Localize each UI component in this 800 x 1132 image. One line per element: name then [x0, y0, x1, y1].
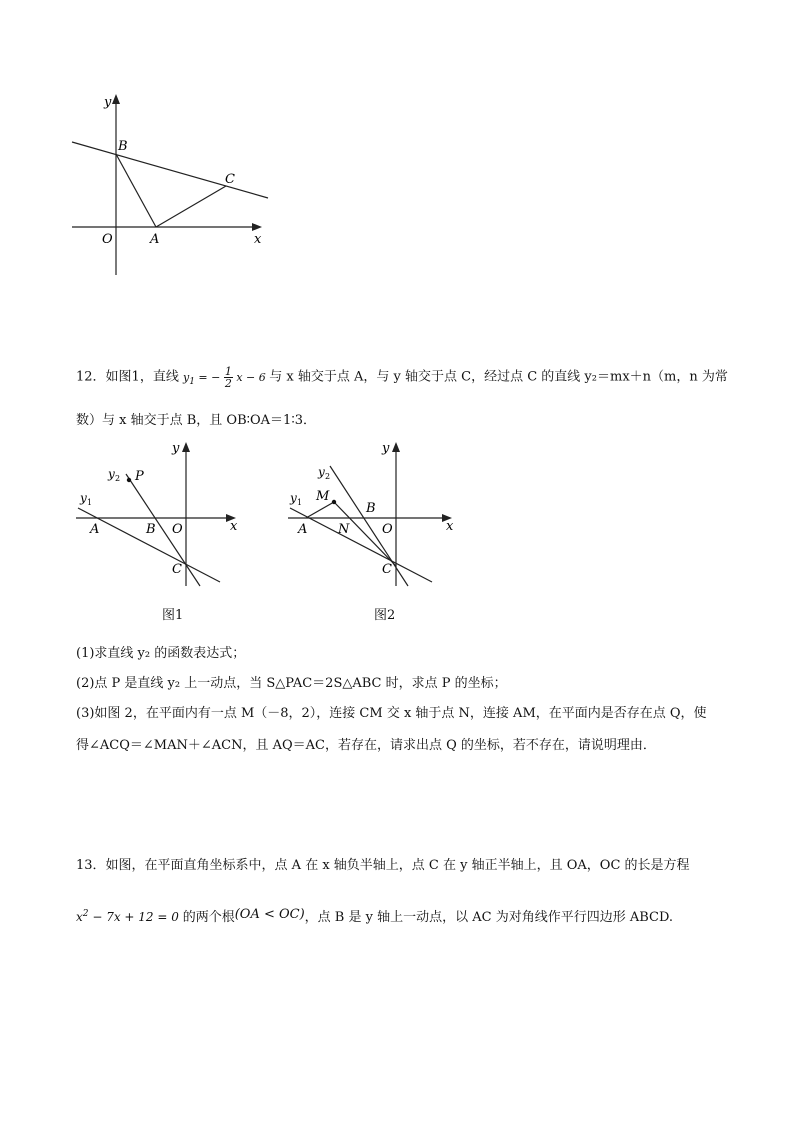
svg-text:2: 2	[115, 474, 121, 483]
x-axis-arrow	[252, 223, 262, 231]
svg-text:x: x	[230, 519, 238, 534]
q12-part2: (2)点 P 是直线 y₂ 上一动点，当 S△PAC＝2S△ABC 时，求点 P 的坐标；	[76, 676, 507, 691]
q12-after-formula: 与 x 轴交于点 A，与 y 轴交于点 C，经过点 C 的直线 y₂＝mx＋n（m，n 为常	[269, 369, 728, 385]
q13-line1	[76, 857, 690, 875]
q12-part1: (1)求直线 y₂ 的函数表达式；	[76, 646, 246, 661]
q12-line1	[76, 366, 728, 391]
svg-text:y: y	[108, 467, 115, 481]
top-figure	[60, 90, 280, 290]
q12-fraction: $\frac{1}{2}$	[224, 365, 232, 390]
q12-number: 12．	[76, 369, 106, 385]
fig2-segment-AM	[306, 502, 334, 518]
label-O: O	[102, 232, 113, 247]
label-C: C	[225, 172, 235, 187]
q12-intro: 如图1，直线	[105, 369, 179, 385]
svg-text:O: O	[172, 522, 183, 537]
fig1-line-y1	[78, 508, 220, 582]
svg-text:P: P	[135, 469, 144, 484]
y-axis-arrow	[112, 94, 120, 104]
q13-line2	[76, 905, 673, 927]
svg-text:2: 2	[325, 472, 331, 481]
q12-part3-line1: (3)如图 2，在平面内有一点 M（－8，2），连接 CM 交 x 轴于点 N，连接 AM，在平面内是否存在点 Q，使	[76, 706, 707, 721]
label-y: y	[104, 95, 112, 110]
q12-formula: $y_1$ = − $\frac{1}{2}$ x − 6	[182, 365, 266, 390]
svg-text:1: 1	[87, 498, 93, 507]
svg-text:B: B	[146, 522, 156, 537]
q12-line2: 数）与 x 轴交于点 B，且 OB∶OA＝1∶3．	[76, 413, 316, 428]
svg-text:O: O	[382, 522, 393, 537]
svg-text:N: N	[338, 522, 350, 537]
fig1-y-arrow	[182, 442, 190, 452]
svg-text:B: B	[366, 501, 376, 516]
fig2-line-y1	[290, 508, 432, 582]
svg-text:y: y	[290, 491, 297, 505]
fig1-line-y2	[126, 474, 200, 586]
svg-text:y: y	[318, 465, 325, 479]
label-A: A	[150, 232, 160, 247]
svg-text:C: C	[382, 562, 392, 577]
fig1-point-P	[127, 478, 131, 482]
fig2-caption: 图2	[374, 608, 396, 623]
svg-text:y: y	[382, 441, 390, 456]
fig2-y-arrow	[392, 442, 400, 452]
svg-text:A: A	[298, 522, 308, 537]
svg-text:x: x	[446, 519, 454, 534]
fig2-point-M	[332, 500, 336, 504]
q13-condition: (OA < OC)	[234, 907, 305, 922]
svg-text:y: y	[80, 491, 87, 505]
svg-text:M: M	[316, 489, 330, 504]
svg-text:A: A	[90, 522, 100, 537]
figure-2	[282, 436, 462, 596]
q13-equation: $x^2 - 7x + 12 = 0$	[76, 909, 179, 924]
svg-text:C: C	[172, 562, 182, 577]
svg-text:1: 1	[297, 498, 303, 507]
q13-number: 13．	[76, 858, 106, 873]
segment-BA	[116, 154, 156, 227]
q13-tail: ，点 B 是 y 轴上一动点，以 AC 为对角线作平行四边形 ABCD.	[304, 910, 674, 925]
figure-1	[68, 436, 248, 596]
q13-mid: 的两个根	[182, 910, 235, 925]
fig1-caption: 图1	[162, 608, 184, 623]
segment-AC	[156, 186, 226, 227]
q13-text: 如图，在平面直角坐标系中，点 A 在 x 轴负半轴上，点 C 在 y 轴正半轴上，且 OA，OC 的长是方程	[105, 858, 690, 873]
line-BC	[72, 142, 268, 198]
q12-part3-line2: 得∠ACQ＝∠MAN＋∠ACN，且 AQ＝AC，若存在，请求出点 Q 的坐标，若不存在，请说明理由．	[76, 738, 656, 753]
svg-text:y: y	[172, 441, 180, 456]
label-B: B	[118, 139, 128, 154]
label-x: x	[254, 232, 262, 247]
